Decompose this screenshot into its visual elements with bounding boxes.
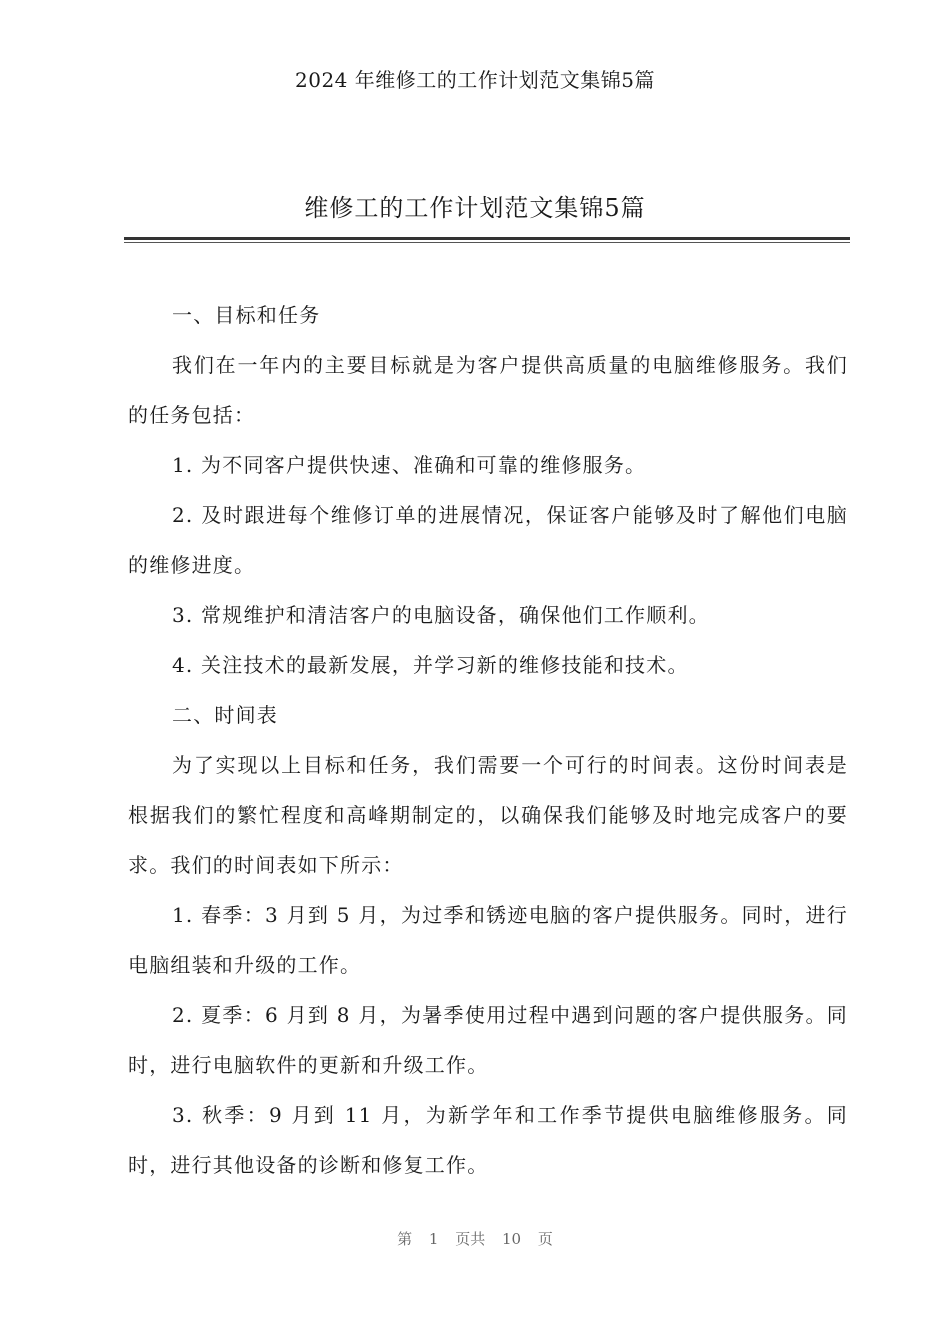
paragraph: 为了实现以上目标和任务，我们需要一个可行的时间表。这份时间表是根据我们的繁忙程度和高峰期制定的，以确保我们能够及时地完成客户的要求。我们的时间表如下所示：	[128, 753, 848, 877]
list-item: 2. 及时跟进每个维修订单的进展情况，保证客户能够及时了解他们电脑的维修进度。	[128, 503, 848, 577]
list-item: 3. 秋季：9 月到 11 月，为新学年和工作季节提供电脑维修服务。同时，进行其他设备的诊断和修复工作。	[128, 1103, 848, 1177]
paragraph: 我们在一年内的主要目标就是为客户提供高质量的电脑维修服务。我们的任务包括：	[128, 353, 848, 427]
list-item: 4. 关注技术的最新发展，并学习新的维修技能和技术。	[172, 653, 689, 677]
list-item: 1. 春季：3 月到 5 月，为过季和锈迹电脑的客户提供服务。同时，进行电脑组装和升级的工作。	[128, 903, 848, 977]
document-body	[128, 290, 848, 1190]
title-rule-thick	[124, 237, 850, 240]
list-item: 2. 夏季：6 月到 8 月，为暑季使用过程中遇到问题的客户提供服务。同时，进行电脑软件的更新和升级工作。	[128, 1003, 848, 1077]
list-item: 1. 为不同客户提供快速、准确和可靠的维修服务。	[172, 453, 647, 477]
section-heading-goals: 一、目标和任务	[172, 303, 321, 327]
section-heading-schedule: 二、时间表	[172, 703, 278, 727]
document-title: 维修工的工作计划范文集锦5篇	[304, 194, 646, 222]
title-rule-thin	[124, 242, 850, 243]
page-footer: 第 1 页共 10 页	[397, 1230, 553, 1248]
list-item: 3. 常规维护和清洁客户的电脑设备，确保他们工作顺利。	[172, 603, 710, 627]
page-header: 2024 年维修工的工作计划范文集锦5篇	[295, 68, 655, 92]
